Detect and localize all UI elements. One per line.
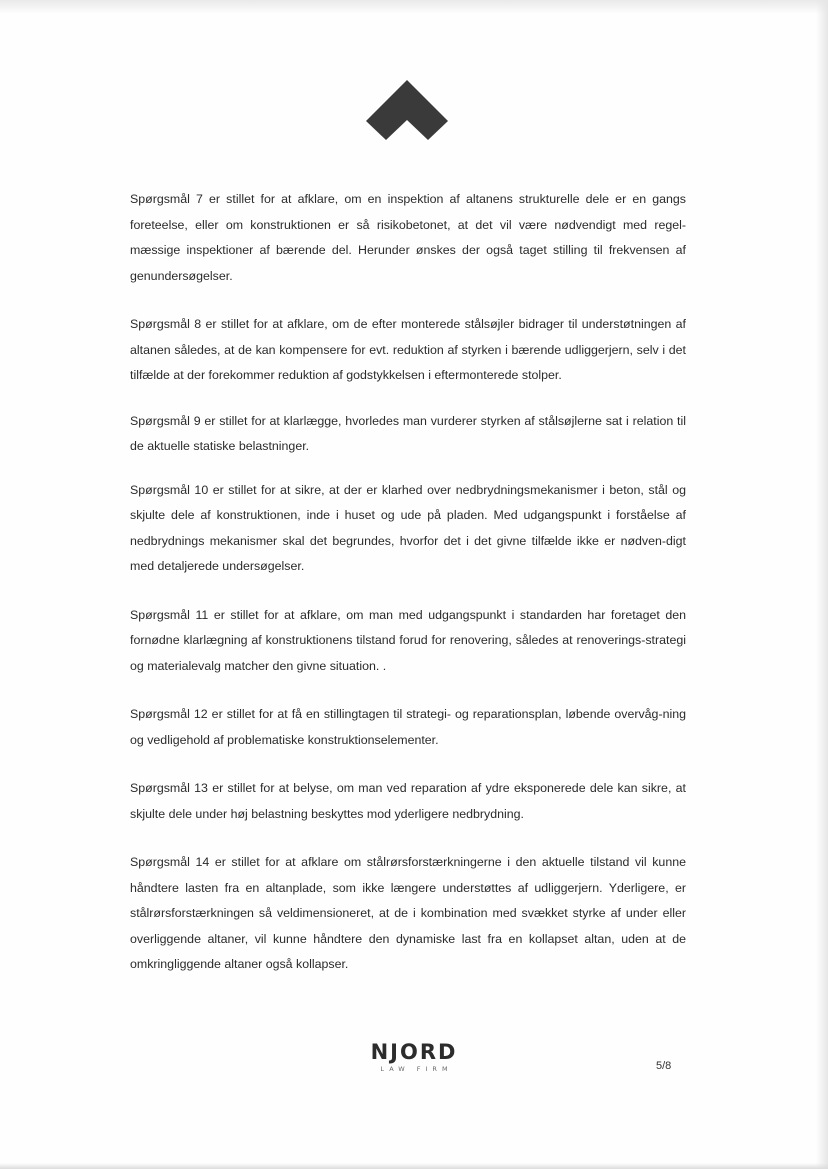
paragraph-question-9: Spørgsmål 9 er stillet for at klarlægge, hvorledes man vurderer styrken af stålsøjlerne sat i relation til de aktuelle statiske belastninger. bbox=[130, 413, 686, 453]
brand-subtitle: LAW FIRM bbox=[380, 1065, 453, 1073]
scan-top-edge bbox=[0, 0, 828, 14]
paragraph-question-14: Spørgsmål 14 er stillet for at afklare om stålrørsforstærkningerne i den aktuelle tilstand vil kunne håndtere lasten fra en altanplade, som ikke længere understøttes af udliggerjern. Yderligere, er stålrørsforstærkningen så veldimensioneret, at de i kombination med svækket styrke af under eller overliggende altaner, vil kunne håndtere den dynamiske last fra en kollapset altan, uden at de omkringliggende altaner også kollapser. bbox=[130, 855, 686, 971]
paragraph-question-7: Spørgsmål 7 er stillet for at afklare, om en inspektion af altanens strukturelle dele er en gangs foreteelse, eller om konstruktionen er så risikobetonet, at det vil være nødvendigt med regel-mæssige inspektioner af bærende del. Herunder ønskes der også taget stilling til frekvensen af genundersøgelser. bbox=[130, 192, 686, 283]
footer-brand-logo bbox=[0, 1040, 828, 1074]
paragraph-question-11: Spørgsmål 11 er stillet for at afklare, om man med udgangspunkt i standarden har foretaget den fornødne klarlægning af konstruktionens tilstand forud for renovering, således at renoverings-strategi og materialevalg matcher den givne situation. . bbox=[130, 607, 686, 673]
paragraph-question-13: Spørgsmål 13 er stillet for at belyse, om man ved reparation af ydre eksponerede dele kan sikre, at skjulte dele under høj belastning beskyttes mod yderligere nedbrydning. bbox=[130, 781, 686, 821]
document-body bbox=[130, 187, 686, 1001]
paragraph-question-8: Spørgsmål 8 er stillet for at afklare, om de efter monterede stålsøjler bidrager til understøtningen af altanen således, at de kan kompensere for evt. reduktion af styrken i bærende udliggerjern, selv i det tilfælde at der forekommer reduktion af godstykkelsen i eftermonterede stolper. bbox=[130, 317, 686, 382]
paragraph-question-12: Spørgsmål 12 er stillet for at få en stillingtagen til strategi- og reparationsplan, løbende overvåg-ning og vedligehold af problematiske konstruktionselementer. bbox=[130, 707, 686, 747]
brand-name: NJORD bbox=[370, 1040, 458, 1064]
scan-bottom-edge bbox=[0, 1163, 828, 1169]
scan-right-edge bbox=[816, 0, 828, 1169]
paragraph-question-10: Spørgsmål 10 er stillet for at sikre, at der er klarhed over nedbrydningsmekanismer i beton, stål og skjulte dele af konstruktionen, inde i huset og ude på pladen. Med udgangspunkt i forståelse af nedbrydnings mekanismer skal det begrundes, hvorfor det i det givne tilfælde ikke er nødven-digt med detaljerede undersøgelser. bbox=[130, 482, 686, 573]
page-number: 5/8 bbox=[656, 1060, 672, 1072]
chevron-up-logo-icon bbox=[366, 80, 448, 140]
